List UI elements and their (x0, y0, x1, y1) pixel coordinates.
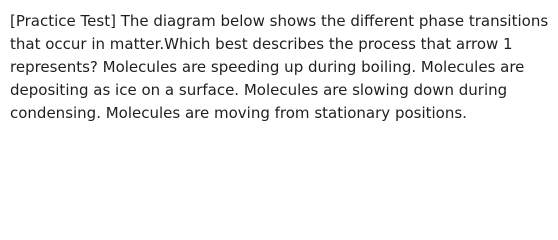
question-text: [Practice Test] The diagram below shows the different phase transitions that occur in matter.Which best describes the process that arrow 1 represents? Molecules are speeding up during boiling. Molecules are depositing as ice on a surface. Molecules are slowing down during condensing. Molecules are moving from stationary positions. (10, 12, 549, 122)
